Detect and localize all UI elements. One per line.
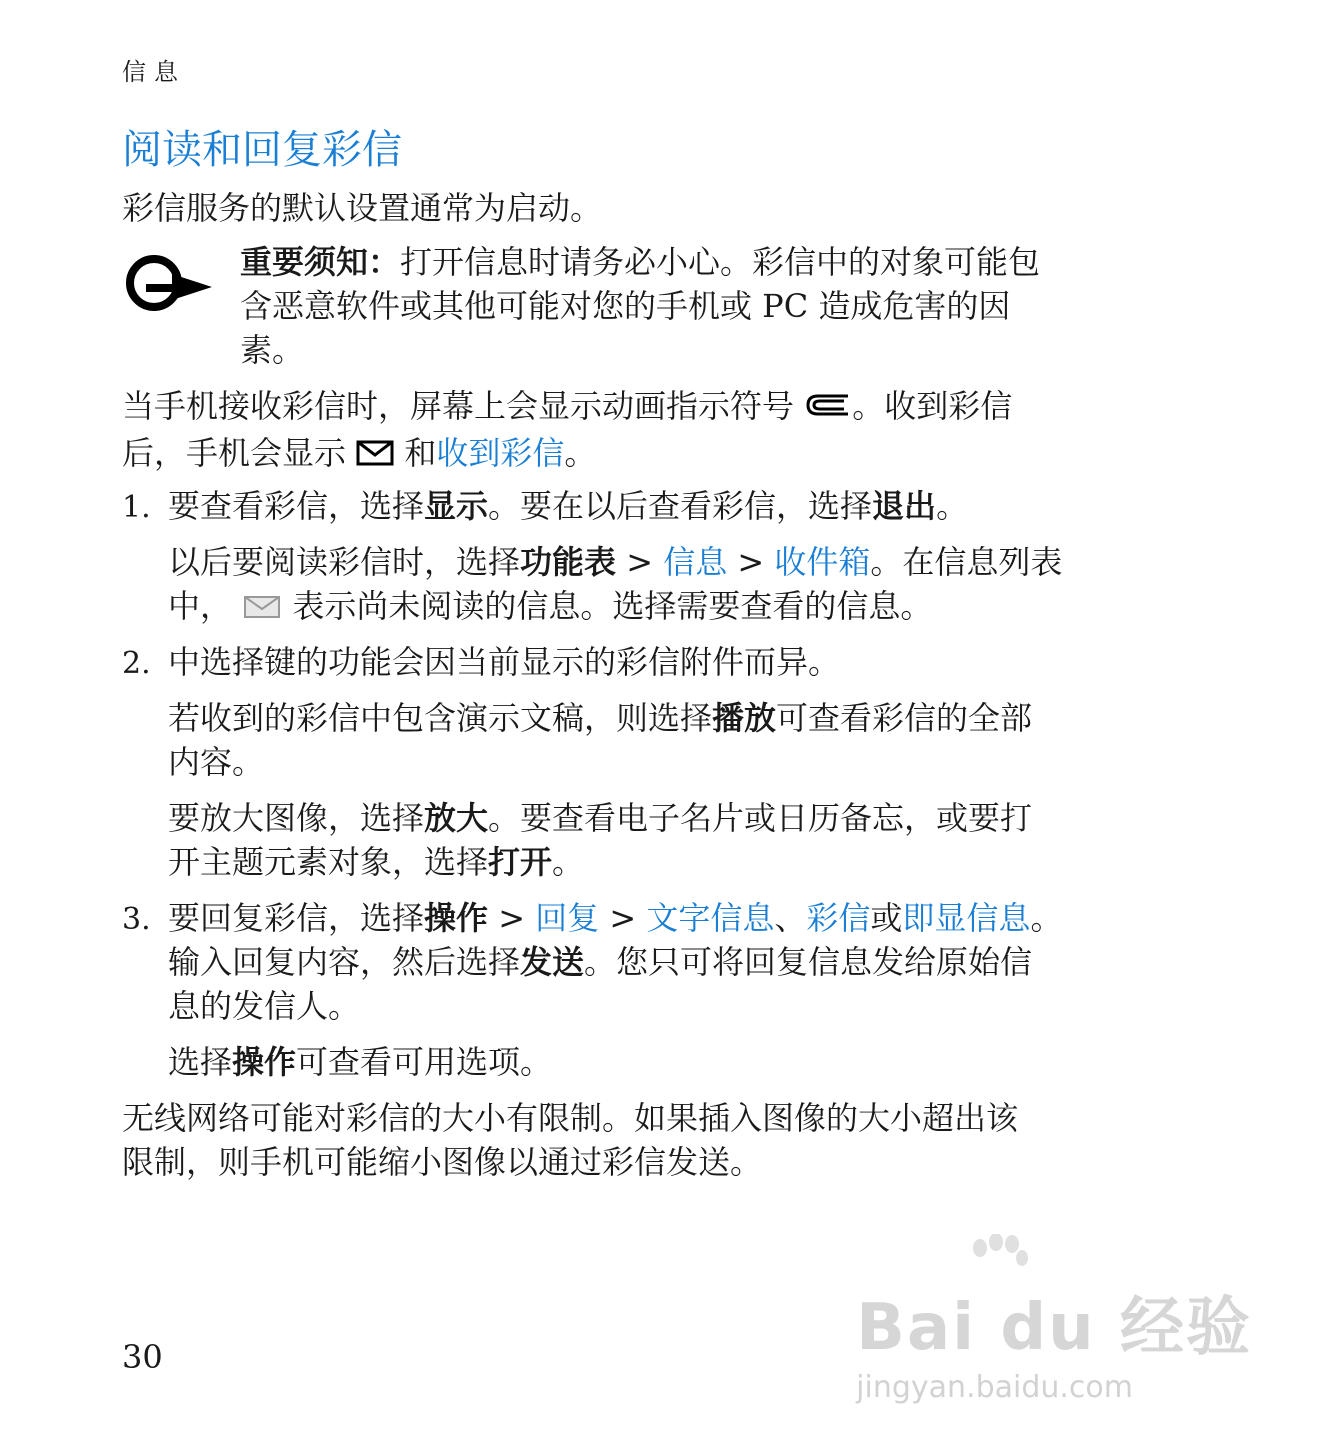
para1-text-c: 后，手机会显示 — [122, 433, 347, 472]
closing-paragraph — [122, 1096, 1018, 1184]
step-2-play — [168, 696, 1032, 784]
step1-sub2-b: 表示尚未阅读的信息。选择需要查看的信息。 — [292, 587, 933, 625]
step-3-text — [168, 896, 1062, 1028]
step3-opt-a: 选择 — [168, 1043, 233, 1081]
step2-p2-line2-c: 。 — [552, 843, 585, 881]
step2-p1-line2: 内容。 — [168, 743, 265, 781]
notice-line-3: 素。 — [240, 331, 305, 369]
zoom-label: 放大 — [424, 799, 489, 837]
options-label: 操作 — [424, 899, 489, 937]
intro-text: 彩信服务的默认设置通常为启动。 — [122, 189, 603, 227]
messages-link: 信息 — [663, 543, 728, 581]
step1-exit: 退出 — [872, 487, 937, 525]
received-mms-link: 收到彩信 — [436, 433, 565, 472]
step2-p1-a: 若收到的彩信中包含演示文稿，则选择 — [168, 699, 713, 737]
mms-link: 彩信 — [806, 899, 871, 937]
step3-a: 要回复彩信，选择 — [168, 899, 425, 937]
flash-message-link: 即显信息 — [902, 899, 1031, 937]
paw-icon — [964, 1234, 1034, 1298]
sep-3: > — [488, 899, 536, 937]
baidu-watermark — [856, 1240, 1252, 1405]
options-label-2: 操作 — [232, 1043, 297, 1081]
closing-line-2: 限制，则手机可能缩小图像以通过彩信发送。 — [122, 1143, 763, 1181]
step2-p2-c: 。要查看电子名片或日历备忘，或要打 — [488, 799, 1033, 837]
para1-text-end: 。 — [564, 433, 597, 472]
open-label: 打开 — [488, 843, 553, 881]
step3-line2-c: 。您只可将回复信息发给原始信 — [584, 943, 1033, 981]
para1-text-and: 和 — [404, 433, 437, 472]
notice-label: 重要须知： — [240, 243, 401, 281]
paragraph-receive — [122, 384, 1012, 477]
step1-text-c: 。要在以后查看彩信，选择 — [488, 487, 873, 525]
step1-text-e: 。 — [936, 487, 969, 525]
warning-hand-icon — [124, 254, 216, 316]
step2-p1-c: 可查看彩信的全部 — [776, 699, 1033, 737]
step-2-text: 中选择键的功能会因当前显示的彩信附件而异。 — [168, 643, 841, 681]
baidu-url: jingyan.baidu.com — [856, 1370, 1133, 1405]
step1-text-a: 要查看彩信，选择 — [168, 487, 425, 525]
step3-g: 或 — [870, 899, 903, 937]
step2-p2-line2-a: 开主题元素对象，选择 — [168, 843, 489, 881]
step3-line3: 息的发信人。 — [168, 987, 361, 1025]
step-1-subtext — [168, 540, 1062, 631]
step-2-zoom — [168, 796, 1032, 884]
text-message-link: 文字信息 — [646, 899, 775, 937]
baidu-logo-text: Bai du 经验 — [856, 1291, 1252, 1365]
unread-message-icon — [242, 587, 282, 631]
step-3-number: 3. — [122, 902, 151, 937]
envelope-icon — [356, 433, 394, 477]
section-title: 阅读和回复彩信 — [122, 127, 402, 173]
running-header: 信息 — [122, 58, 186, 86]
step3-e: 、 — [774, 899, 807, 937]
closing-line-1: 无线网络可能对彩信的大小有限制。如果插入图像的大小超出该 — [122, 1099, 1019, 1137]
sep-1: > — [616, 543, 664, 581]
sep-2: > — [727, 543, 775, 581]
play-label: 播放 — [712, 699, 777, 737]
notice-line-1: 打开信息时请务必小心。彩信中的对象可能包 — [400, 243, 1041, 281]
para1-text-a: 当手机接收彩信时，屏幕上会显示动画指示符号 — [122, 387, 795, 425]
step2-p2-a: 要放大图像，选择 — [168, 799, 425, 837]
step3-line2-a: 输入回复内容，然后选择 — [168, 943, 521, 981]
notice-block — [240, 240, 1040, 372]
sep-4: > — [599, 899, 647, 937]
mms-receiving-icon — [804, 387, 852, 431]
notice-line-2: 含恶意软件或其他可能对您的手机或 PC 造成危害的因 — [240, 287, 1011, 325]
step-2-number: 2. — [122, 646, 151, 681]
reply-link: 回复 — [535, 899, 600, 937]
step3-opt-c: 可查看可用选项。 — [296, 1043, 553, 1081]
step1-sub2-a: 中， — [168, 587, 233, 625]
step1-show: 显示 — [424, 487, 489, 525]
step1-sub-a: 以后要阅读彩信时，选择 — [168, 543, 521, 581]
step1-sub-e: 。在信息列表 — [870, 543, 1063, 581]
send-label: 发送 — [520, 943, 585, 981]
step-1-number: 1. — [122, 490, 151, 525]
step3-i: 。 — [1030, 899, 1063, 937]
step-1-text — [168, 484, 968, 528]
menu-label: 功能表 — [520, 543, 617, 581]
inbox-link: 收件箱 — [774, 543, 871, 581]
page-number: 30 — [122, 1338, 163, 1376]
para1-text-b: 。收到彩信 — [852, 387, 1013, 425]
step-3-options — [168, 1040, 552, 1084]
